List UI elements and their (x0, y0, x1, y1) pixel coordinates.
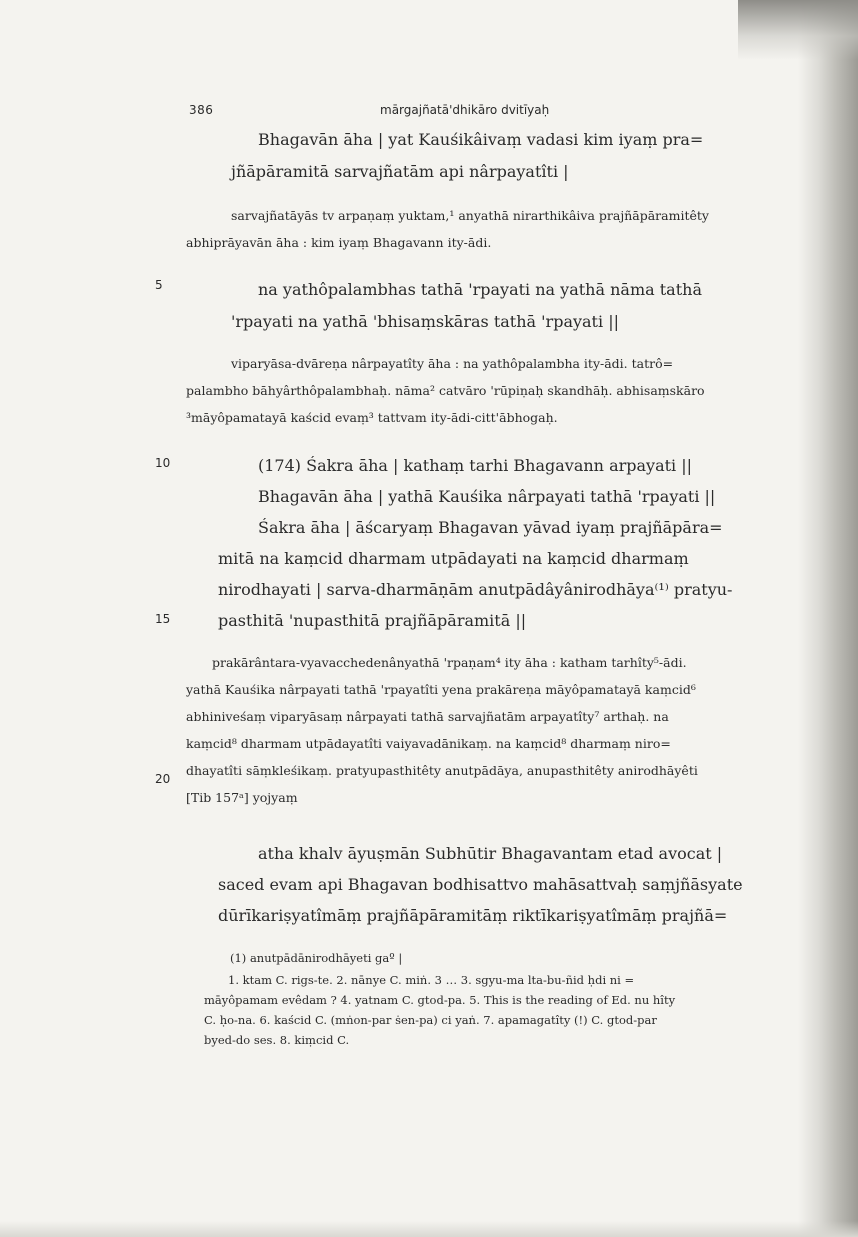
footnote-line: 1. ktam C. rigs-te. 2. nānye C. miṅ. 3 … 3. sgyu-ma lta-bu-ñid ḥdi ni = (228, 973, 635, 987)
commentary-line: ³māyôpamatayā kaścid evaṃ³ tattvam ity-ādi-citt'ābhogaḥ. (186, 410, 558, 425)
commentary-line: viparyāsa-dvāreṇa nârpayatîty āha : na yathôpalambha ity-ādi. tatrô= (231, 356, 674, 371)
line-number: 10 (155, 456, 171, 470)
verse-line: 'rpayati na yathā 'bhisaṃskāras tathā 'rpayati || (231, 312, 619, 331)
page-corner-shadow (738, 0, 858, 60)
verse-line: pasthitā 'nupasthitā prajñāpāramitā || (218, 611, 527, 630)
page-bottom-edge (0, 1221, 858, 1237)
line-number: 5 (155, 278, 163, 292)
verse-line: dūrīkariṣyatîmāṃ prajñāpāramitāṃ riktīkariṣyatîmāṃ prajñā= (218, 906, 728, 925)
commentary-line: abhiniveśaṃ viparyāsaṃ nârpayati tathā sarvajñatām arpayatîty⁷ arthaḥ. na (186, 709, 669, 724)
commentary-line: prakārântara-vyavacchedenânyathā 'rpaṇam⁴ ity āha : katham tarhîty⁵-ādi. (212, 655, 687, 670)
footnote-line: C. ḥo-na. 6. kaścid C. (mṅon-par ṡen-pa) ci yaṅ. 7. apamagatîty (!) C. gtod-par (204, 1013, 657, 1027)
verse-line: (174) Śakra āha | kathaṃ tarhi Bhagavann arpayati || (258, 456, 693, 475)
page-number: 386 (189, 103, 214, 117)
line-number: 15 (155, 612, 171, 626)
page-edge-shadow (798, 0, 858, 1237)
commentary-line: yathā Kauśika nârpayati tathā 'rpayatîti yena prakāreṇa māyôpamatayā kaṃcid⁶ (186, 682, 696, 697)
line-number: 20 (155, 772, 171, 786)
verse-line: jñāpāramitā sarvajñatām api nârpayatîti | (231, 162, 569, 181)
verse-line: Śakra āha | āścaryaṃ Bhagavan yāvad iyaṃ prajñāpāra= (258, 518, 723, 537)
commentary-line: abhiprāyavān āha : kim iyaṃ Bhagavann ity-ādi. (186, 235, 492, 250)
footnote-line: māyôpamam evêdam ? 4. yatnam C. gtod-pa. 5. This is the reading of Ed. nu hîty (204, 993, 676, 1007)
verse-line: Bhagavān āha | yathā Kauśika nârpayati tathā 'rpayati || (258, 487, 716, 506)
commentary-line: [Tib 157ᵃ] yojyaṃ (186, 790, 298, 805)
verse-line: mitā na kaṃcid dharmam utpādayati na kaṃcid dharmaṃ (218, 549, 689, 568)
verse-line: na yathôpalambhas tathā 'rpayati na yathā nāma tathā (258, 280, 702, 299)
verse-line: atha khalv āyuṣmān Subhūtir Bhagavantam etad avocat | (258, 844, 723, 863)
commentary-line: sarvajñatāyās tv arpaṇaṃ yuktam,¹ anyathā nirarthikâiva prajñāpāramitêty (231, 208, 709, 223)
footnote-line: (1) anutpādānirodhāyeti gaº | (230, 951, 403, 965)
footnote-line: byed-do ses. 8. kiṃcid C. (204, 1033, 350, 1047)
verse-line: saced evam api Bhagavan bodhisattvo mahāsattvaḥ saṃjñāsyate (218, 875, 743, 894)
commentary-line: dhayatîti sāṃkleśikaṃ. pratyupasthitêty anutpādāya, anupasthitêty anirodhāyêti (186, 763, 698, 778)
running-title: mārgajñatā'dhikāro dvitīyaḥ (380, 103, 550, 117)
verse-line: Bhagavān āha | yat Kauśikâivaṃ vadasi kim iyaṃ pra= (258, 130, 704, 149)
commentary-line: palambho bāhyârthôpalambhaḥ. nāma² catvāro 'rūpiṇaḥ skandhāḥ. abhisaṃskāro (186, 383, 705, 398)
verse-line: nirodhayati | sarva-dharmāṇām anutpādâyânirodhāya⁽¹⁾ pratyu- (218, 580, 733, 599)
commentary-line: kaṃcid⁸ dharmam utpādayatîti vaiyavadānikaṃ. na kaṃcid⁸ dharmaṃ niro= (186, 736, 671, 751)
